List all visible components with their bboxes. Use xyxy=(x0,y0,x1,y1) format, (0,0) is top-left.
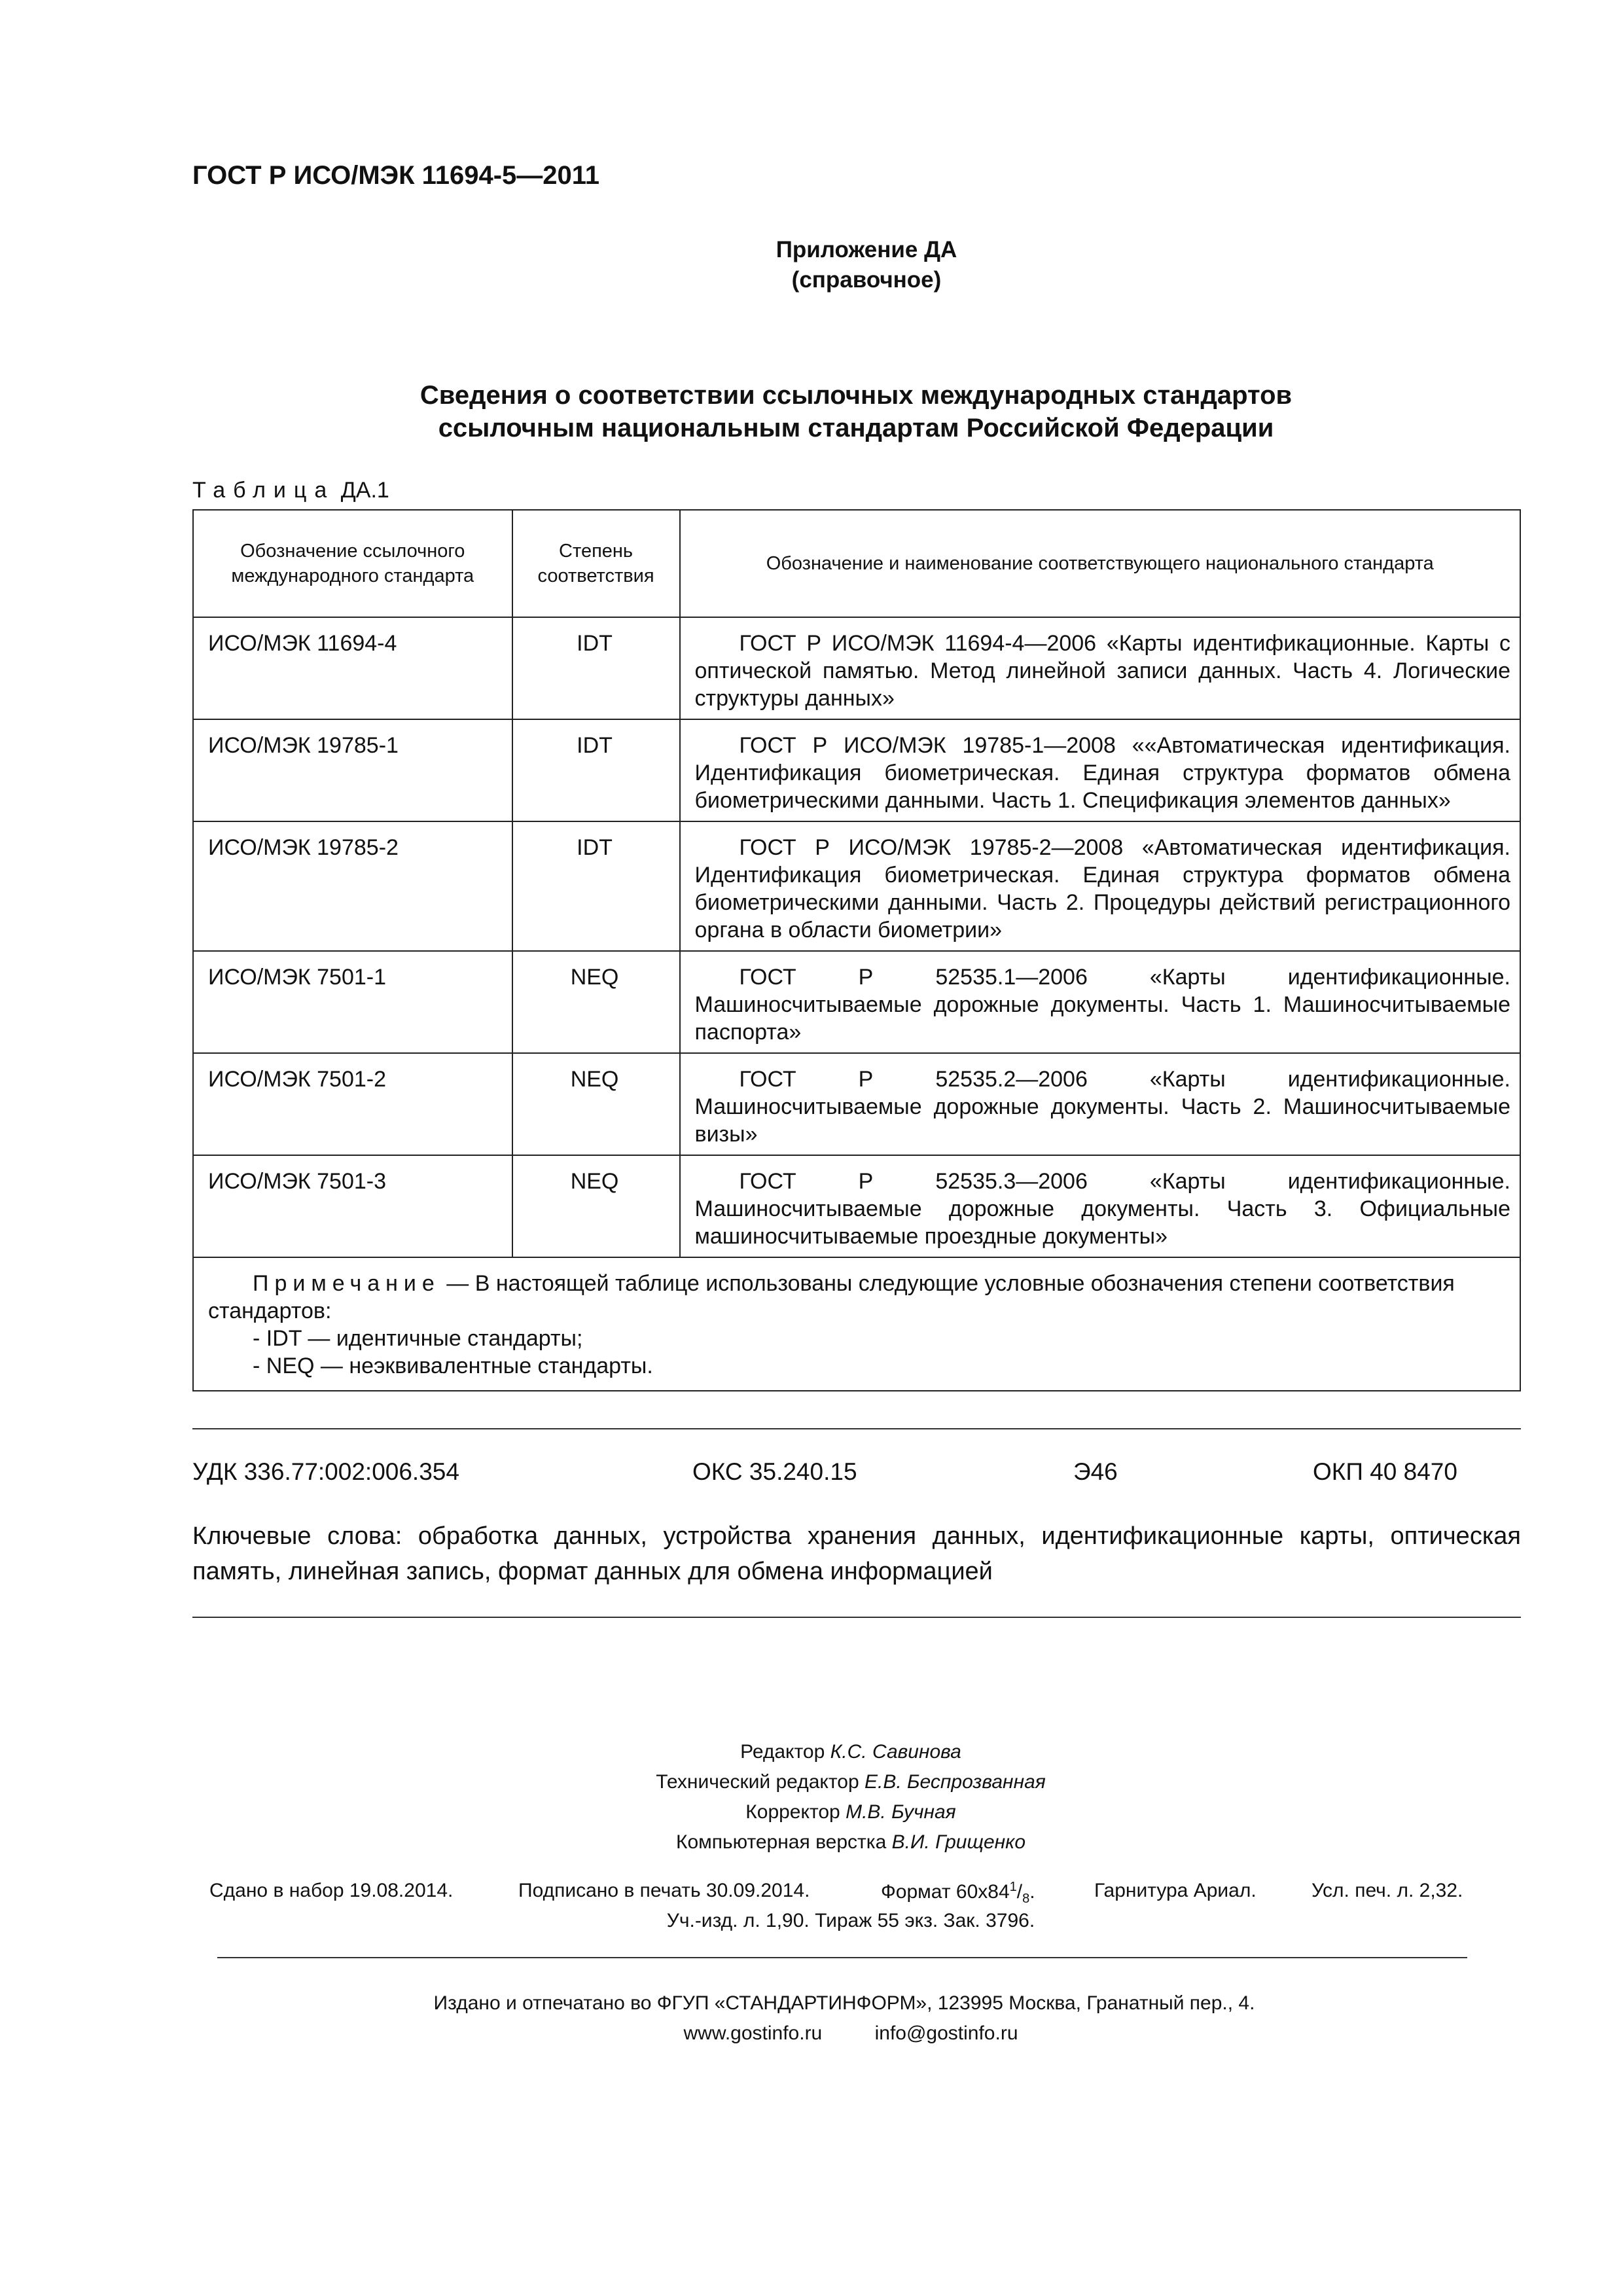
table-row xyxy=(193,821,1520,951)
publisher-email: info@gostinfo.ru xyxy=(874,2022,1018,2044)
table-caption-word: Таблица xyxy=(192,478,335,503)
corrector-label: Корректор xyxy=(745,1801,840,1823)
corrector-name: М.В. Бучная xyxy=(846,1801,956,1823)
print-format: Формат $60х84^1/_8$. xyxy=(881,1880,1035,1906)
note-item-neq: - NEQ — неэквивалентные стандарты. xyxy=(253,1354,653,1378)
degree-cell: NEQ xyxy=(512,1155,680,1257)
layout-label: Компьютерная верстка xyxy=(675,1831,887,1853)
table-note-row xyxy=(193,1257,1520,1391)
editor-label: Редактор xyxy=(740,1741,825,1763)
intl-standard-cell: ИСО/МЭК 19785-1 xyxy=(193,719,512,821)
table-row xyxy=(193,1155,1520,1257)
tech-editor-label: Технический редактор xyxy=(656,1771,859,1793)
keywords: Ключевые слова: обработка данных, устройства хранения данных, идентификационные карты, оптическая память, линейная запись, формат данных для обмена информацией xyxy=(192,1522,1521,1585)
intl-standard-cell: ИСО/МЭК 7501-3 xyxy=(193,1155,512,1257)
layout-name: В.И. Грищенко xyxy=(891,1831,1026,1853)
intl-standard-cell: ИСО/МЭК 19785-2 xyxy=(193,821,512,951)
table-row xyxy=(193,951,1520,1053)
staff-tech-editor xyxy=(524,1771,1178,1793)
editor-name: К.С. Савинова xyxy=(830,1741,961,1763)
okp-code: ОКП 40 8470 xyxy=(1313,1458,1457,1485)
format-prefix: Формат 60х84 xyxy=(881,1881,1010,1903)
print-sheets: Усл. печ. л. 2,32. xyxy=(1311,1880,1463,1901)
print-font: Гарнитура Ариал. xyxy=(1094,1880,1257,1901)
table-caption xyxy=(192,478,389,503)
national-standard-cell xyxy=(680,821,1521,951)
print-details: Уч.-изд. л. 1,90. Тираж 55 экз. Зак. 3796. xyxy=(666,1910,1035,1931)
section-heading-line1: Сведения о соответствии ссылочных международных стандартов xyxy=(419,381,1293,410)
staff-corrector xyxy=(524,1801,1178,1823)
degree-cell: IDT xyxy=(512,617,680,719)
national-standard-cell xyxy=(680,1155,1521,1257)
table-caption-number: ДА.1 xyxy=(340,478,389,503)
national-standard-cell xyxy=(680,951,1521,1053)
national-standard-text: ГОСТ Р ИСО/МЭК 19785-2—2008 «Автоматическая идентификация. Идентификация биометрическая. Единая структура форматов обмена биометрическими данными. Часть 2. Процедуры действий регистрационного органа в области биометрии» xyxy=(694,835,1510,942)
header-intl-standard: Обозначение ссылочного международного стандарта xyxy=(193,510,512,617)
section-heading-line2: ссылочным национальным стандартам Российской Федерации xyxy=(438,414,1274,442)
divider-bottom xyxy=(192,1617,1521,1618)
divider-top xyxy=(192,1428,1521,1429)
national-standard-text: ГОСТ Р 52535.1—2006 «Карты идентификационные. Машиносчитываемые дорожные документы. Часть 1. Машиносчитываемые паспорта» xyxy=(694,965,1510,1045)
print-signed-date: Подписано в печать 30.09.2014. xyxy=(518,1880,810,1901)
publisher-info: Издано и отпечатано во ФГУП «СТАНДАРТИНФОРМ», 123995 Москва, Гранатный пер., 4. xyxy=(433,1992,1255,2014)
tech-editor-name: Е.В. Беспрозванная xyxy=(864,1771,1046,1793)
table-row xyxy=(193,719,1520,821)
note-item-idt: - IDT — идентичные стандарты; xyxy=(253,1326,583,1351)
e-code: Э46 xyxy=(1073,1458,1118,1485)
publisher-website: www.gostinfo.ru xyxy=(683,2022,823,2044)
format-sub: 8 xyxy=(1022,1892,1030,1906)
annex-title: Приложение ДА xyxy=(776,237,957,262)
note-text: — В настоящей таблице использованы следующие условные обозначения степени соответствия стандартов: xyxy=(208,1271,1455,1323)
header-national-standard: Обозначение и наименование соответствующего национального стандарта xyxy=(680,510,1521,617)
udk-code: УДК 336.77:002:006.354 xyxy=(192,1458,459,1485)
national-standard-cell xyxy=(680,617,1521,719)
degree-cell: IDT xyxy=(512,719,680,821)
national-standard-cell xyxy=(680,719,1521,821)
publisher-contacts xyxy=(524,2022,1178,2045)
intl-standard-cell: ИСО/МЭК 11694-4 xyxy=(193,617,512,719)
oks-code: ОКС 35.240.15 xyxy=(692,1458,857,1485)
staff-layout xyxy=(524,1831,1178,1854)
national-standard-cell xyxy=(680,1053,1521,1155)
intl-standard-cell: ИСО/МЭК 7501-1 xyxy=(193,951,512,1053)
header-degree: Степень соответствия xyxy=(512,510,680,617)
table-row xyxy=(193,1053,1520,1155)
note-label: Примечание xyxy=(253,1271,440,1296)
print-sent-date: Сдано в набор 19.08.2014. xyxy=(209,1880,454,1901)
annex-kind: (справочное) xyxy=(791,267,942,293)
national-standard-text: ГОСТ Р ИСО/МЭК 11694-4—2006 «Карты идентификационные. Карты с оптической памятью. Метод линейной записи данных. Часть 4. Логические структуры данных» xyxy=(694,631,1510,711)
document-code: ГОСТ Р ИСО/МЭК 11694-5—2011 xyxy=(192,161,600,190)
national-standard-text: ГОСТ Р 52535.3—2006 «Карты идентификационные. Машиносчитываемые дорожные документы. Часть 3. Официальные машиносчитываемые проездные документы» xyxy=(694,1169,1510,1249)
table-header-row xyxy=(193,510,1520,617)
intl-standard-cell: ИСО/МЭК 7501-2 xyxy=(193,1053,512,1155)
degree-cell: NEQ xyxy=(512,951,680,1053)
format-sup: 1 xyxy=(1009,1880,1017,1894)
degree-cell: IDT xyxy=(512,821,680,951)
correspondence-table xyxy=(192,509,1521,1391)
degree-cell: NEQ xyxy=(512,1053,680,1155)
national-standard-text: ГОСТ Р ИСО/МЭК 19785-1—2008 ««Автоматическая идентификация. Идентификация биометрическая. Единая структура форматов обмена биометрическими данными. Часть 1. Спецификация элементов данных» xyxy=(694,733,1510,813)
national-standard-text: ГОСТ Р 52535.2—2006 «Карты идентификационные. Машиносчитываемые дорожные документы. Часть 2. Машиносчитываемые визы» xyxy=(694,1067,1510,1147)
divider-imprint xyxy=(217,1957,1467,1958)
staff-editor xyxy=(524,1741,1178,1763)
table-row xyxy=(193,617,1520,719)
table-note xyxy=(193,1257,1520,1391)
